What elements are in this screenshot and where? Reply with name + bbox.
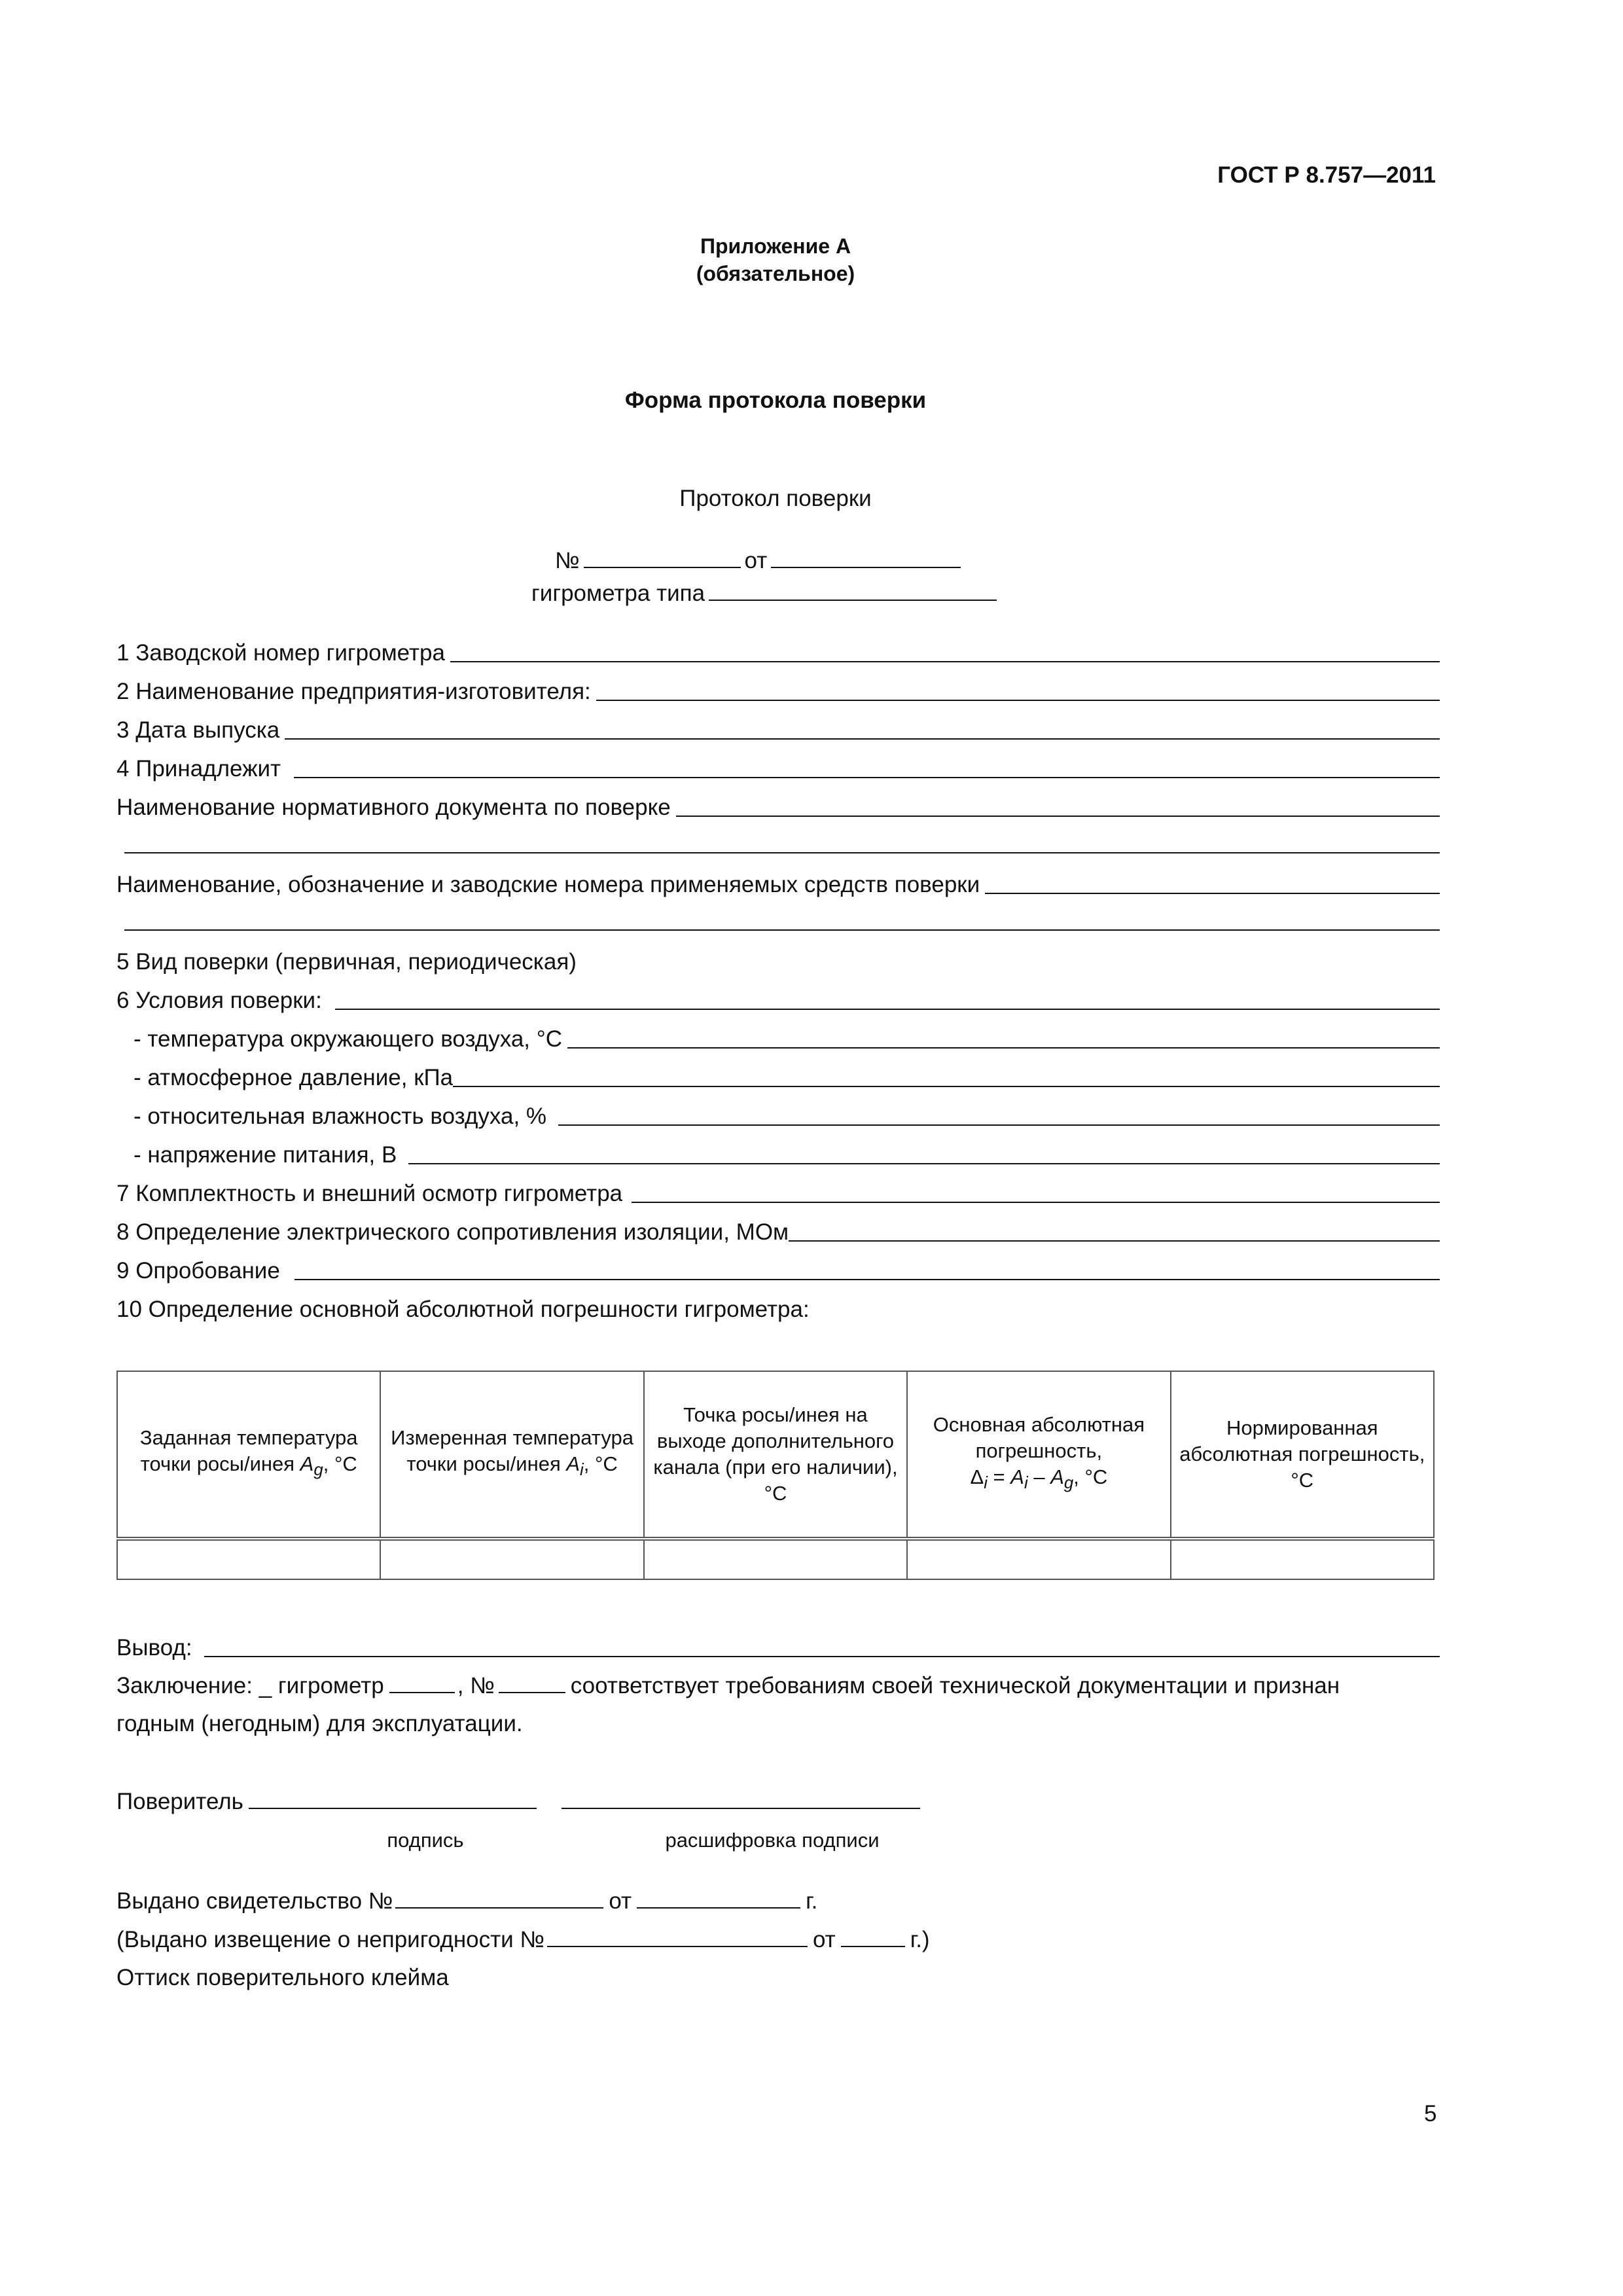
continuation-line[interactable]	[124, 929, 1440, 931]
field-label: 8 Определение электрического сопротивления изоляции, МОм	[116, 1219, 789, 1245]
protocol-date-blank[interactable]	[771, 547, 961, 568]
field-blank[interactable]	[285, 738, 1440, 740]
field-label: 1 Заводской номер гигрометра	[116, 640, 445, 666]
verifier-line: Поверитель	[116, 1788, 920, 1815]
field-serial	[116, 639, 1440, 668]
field-release-date	[116, 716, 1440, 745]
field-label: - относительная влажность воздуха, %	[134, 1103, 547, 1129]
protocol-title: Протокол поверки	[679, 486, 872, 511]
field-completeness	[116, 1179, 1440, 1208]
field-blank[interactable]	[985, 893, 1440, 894]
col-normalized-error: Нормированная абсолютная погрешность, °С	[1171, 1371, 1434, 1539]
field-label: 5 Вид поверки (первичная, периодическая)	[116, 949, 577, 975]
field-label: 6 Условия поверки:	[116, 988, 322, 1013]
notice-date-blank[interactable]	[841, 1926, 905, 1947]
from-label: от	[744, 548, 768, 573]
field-blank[interactable]	[453, 1086, 1440, 1087]
hygrometer-name-blank[interactable]	[389, 1672, 455, 1693]
field-label: - атмосферное давление, кПа	[134, 1065, 454, 1090]
field-instruments	[116, 870, 1440, 899]
table-cell[interactable]	[644, 1539, 907, 1579]
standard-header: ГОСТ Р 8.757—2011	[1217, 162, 1436, 188]
certificate-date-blank[interactable]	[637, 1888, 800, 1909]
field-blank[interactable]	[204, 1656, 1440, 1657]
appendix-status: (обязательное)	[696, 262, 855, 285]
field-cond-humidity	[116, 1102, 1440, 1131]
table-cell[interactable]	[907, 1539, 1170, 1579]
field-blank[interactable]	[558, 1124, 1440, 1126]
field-result	[116, 1634, 1440, 1662]
notice-number-blank[interactable]	[547, 1926, 808, 1947]
table-row	[117, 1539, 1434, 1579]
col-abs-error: Основная абсолютная погрешность, $\Delta_i = A_i - A_g$, °С	[907, 1371, 1170, 1539]
col-extra-channel: Точка росы/инея на выходе дополнительного канала (при его наличии), °С	[644, 1371, 907, 1539]
field-label: Наименование нормативного документа по поверке	[116, 795, 671, 820]
field-cond-voltage	[116, 1141, 1440, 1170]
field-blank[interactable]	[676, 816, 1440, 817]
table-cell[interactable]	[117, 1539, 380, 1579]
hygrometer-type-line	[531, 580, 1001, 607]
hygrometer-number-blank[interactable]	[499, 1672, 565, 1693]
signature-decode-blank[interactable]	[562, 1788, 920, 1809]
field-blank[interactable]	[450, 661, 1440, 662]
field-normative-doc	[116, 793, 1440, 822]
table-cell[interactable]	[1171, 1539, 1434, 1579]
field-blank[interactable]	[408, 1163, 1440, 1164]
field-label: 3 Дата выпуска	[116, 717, 280, 743]
field-testing	[116, 1257, 1440, 1285]
field-blank[interactable]	[596, 700, 1440, 701]
appendix-title: Приложение А	[700, 234, 851, 258]
field-label: 4 Принадлежит	[116, 756, 281, 781]
field-blank[interactable]	[294, 777, 1440, 778]
signature-decode-caption: расшифровка подписи	[665, 1829, 880, 1852]
results-table	[116, 1371, 1435, 1580]
type-label: гигрометра типа	[531, 581, 705, 606]
hygrometer-type-blank[interactable]	[709, 580, 997, 601]
field-cond-temp	[116, 1025, 1440, 1054]
field-label: 7 Комплектность и внешний осмотр гигрометра	[116, 1181, 623, 1206]
notice-line: (Выдано извещение о непригодности № от г.)	[116, 1927, 930, 1952]
field-label: 9 Опробование	[116, 1258, 280, 1283]
conclusion-line-1: Заключение: _ гигрометр , № соответствует требованиям своей технической документации и признан	[116, 1673, 1340, 1698]
signature-caption: подпись	[387, 1829, 464, 1852]
field-manufacturer	[116, 677, 1440, 706]
field-blank[interactable]	[294, 1279, 1440, 1280]
field-label: Вывод:	[116, 1635, 192, 1660]
number-sign: №	[555, 548, 580, 573]
col-set-dewpoint: Заданная температура точки росы/инея $A_g$, °С	[117, 1371, 380, 1539]
certificate-line: Выдано свидетельство № от г.	[116, 1888, 818, 1914]
page-number: 5	[1424, 2101, 1437, 2126]
field-insulation	[116, 1218, 1440, 1247]
field-verification-type	[116, 948, 1440, 977]
field-blank[interactable]	[567, 1047, 1440, 1049]
signature-blank[interactable]	[249, 1788, 537, 1809]
field-label: - напряжение питания, В	[134, 1142, 397, 1168]
field-blank[interactable]	[632, 1202, 1440, 1203]
field-conditions	[116, 986, 1440, 1015]
protocol-number-line	[555, 547, 965, 574]
field-cond-pressure	[116, 1064, 1440, 1092]
continuation-line[interactable]	[124, 852, 1440, 853]
field-label: Наименование, обозначение и заводские номера применяемых средств поверки	[116, 872, 980, 897]
col-measured-dewpoint: Измеренная температура точки росы/инея $A_i$, °С	[380, 1371, 643, 1539]
form-title: Форма протокола поверки	[624, 387, 927, 413]
field-blank[interactable]	[335, 1009, 1440, 1010]
field-blank[interactable]	[789, 1240, 1440, 1242]
field-error-determination	[116, 1295, 1440, 1324]
field-owner	[116, 755, 1440, 783]
stamp-label: Оттиск поверительного клейма	[116, 1965, 449, 1990]
field-label: - температура окружающего воздуха, °С	[134, 1026, 563, 1052]
table-header-row	[117, 1371, 1434, 1539]
field-label: 2 Наименование предприятия-изготовителя:	[116, 679, 591, 704]
protocol-number-blank[interactable]	[584, 547, 741, 568]
certificate-number-blank[interactable]	[395, 1888, 603, 1909]
table-cell[interactable]	[380, 1539, 643, 1579]
field-label: 10 Определение основной абсолютной погрешности гигрометра:	[116, 1297, 810, 1322]
conclusion-line-2: годным (негодным) для эксплуатации.	[116, 1711, 523, 1736]
